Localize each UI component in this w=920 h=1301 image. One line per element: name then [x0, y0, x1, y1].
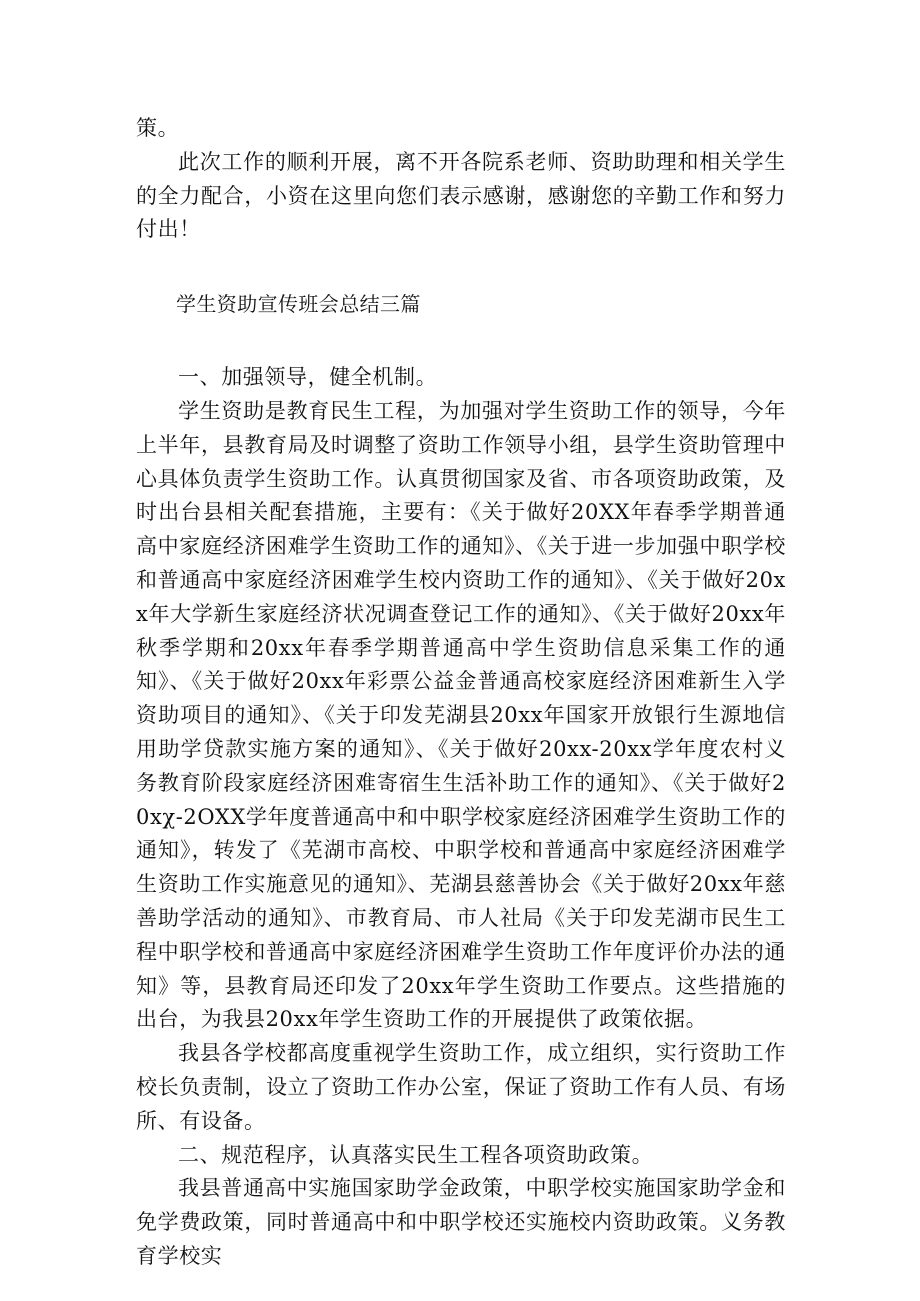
- section-2-paragraph-1: 我县普通高中实施国家助学金政策，中职学校实施国家助学金和免学费政策，同时普通高中和中职学校还实施校内资助政策。义务教育学校实: [136, 1176, 786, 1268]
- section-1-title: 一、加强领导，健全机制。: [178, 365, 438, 390]
- carryover-text: 策。: [136, 116, 180, 140]
- article-heading: 学生资助宣传班会总结三篇: [176, 292, 421, 317]
- section-1-paragraph-1: 学生资助是教育民生工程，为加强对学生资助工作的领导，今年上半年，县教育局及时调整了资助工作领导小组，县学生资助管理中心具体负责学生资助工作。认真贯彻国家及省、市各项资助政策，及时出台县相关配套措施，主要有：《关于做好20XX年春季学期普通高中家庭经济困难学生资助工作的通知》、《关于进一步加强中职学校和普通高中家庭经济困难学生校内资助工作的通知》、《关于做好20xx年大学新生家庭经济状况调查登记工作的通知》、《关于做好20xx年秋季学期和20xx年春季学期普通高中学生资助信息采集工作的通知》、《关于做好20xx年彩票公益金普通高校家庭经济困难新生入学资助项目的通知》、《关于印发芜湖县20xx年国家开放银行生源地信用助学贷款实施方案的通知》、《关于做好20xx-20xx学年度农村义务教育阶段家庭经济困难寄宿生生活补助工作的通知》、《关于做好20xχ-2OXX学年度普通高中和中职学校家庭经济困难学生资助工作的通知》，转发了《芜湖市高校、中职学校和普通高中家庭经济困难学生资助工作实施意见的通知》、芜湖县慈善协会《关于做好20xx年慈善助学活动的通知》、市教育局、市人社局《关于印发芜湖市民生工程中职学校和普通高中家庭经济困难学生资助工作年度评价办法的通知》等，县教育局还印发了20xx年学生资助工作要点。这些措施的出台，为我县20xx年学生资助工作的开展提供了政策依据。: [136, 398, 786, 1032]
- document-body: [136, 112, 786, 1274]
- section-1-paragraph-2: 我县各学校都高度重视学生资助工作，成立组织，实行资助工作校长负责制，设立了资助工作办公室，保证了资助工作有人员、有场所、有设备。: [136, 1041, 786, 1133]
- section-2-title: 二、规范程序，认真落实民生工程各项资助政策。: [178, 1142, 654, 1167]
- thanks-paragraph: 此次工作的顺利开展，离不开各院系老师、资助助理和相关学生的全力配合，小资在这里向您们表示感谢，感谢您的辛勤工作和努力付出！: [136, 149, 786, 242]
